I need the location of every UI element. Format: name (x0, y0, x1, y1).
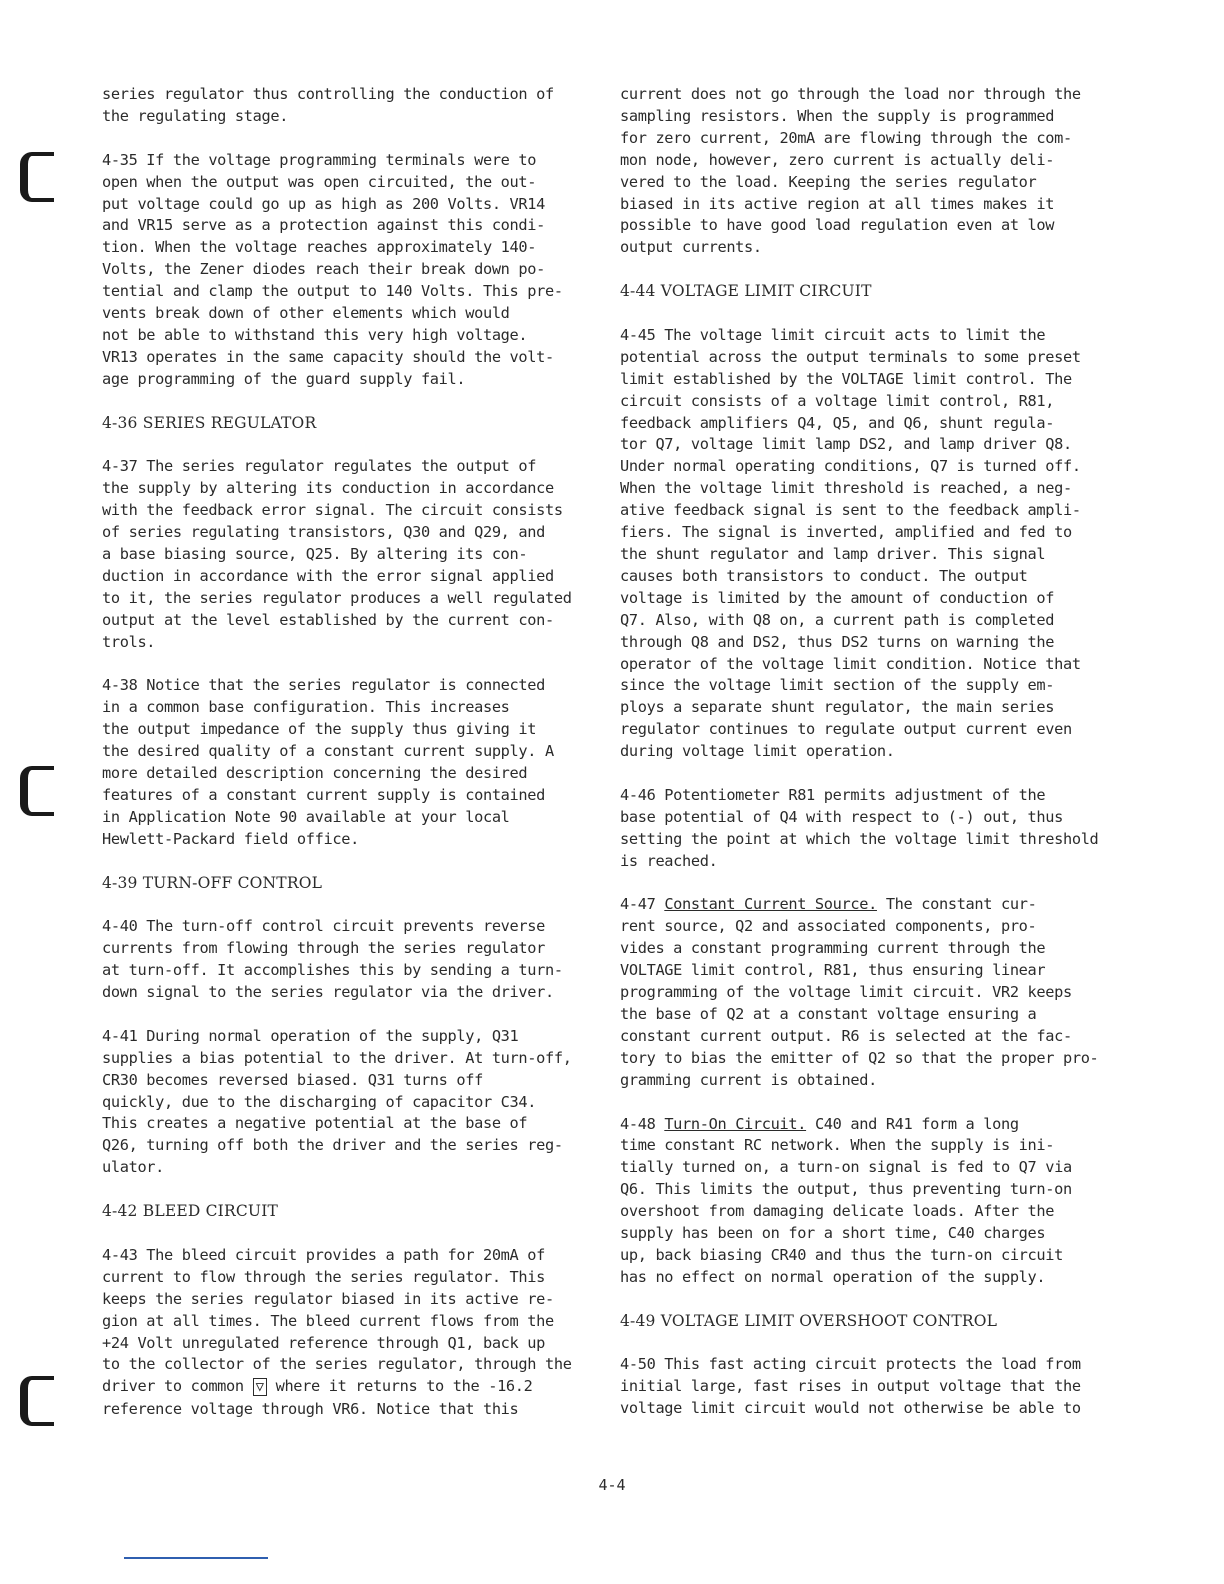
bottom-edge-line (124, 1557, 268, 1559)
binder-hole-mark-bottom (20, 1376, 54, 1426)
paragraph-continuation: series regulator thus controlling the conduction of the regulating stage. (102, 85, 554, 125)
paragraph-4-37: 4-37 The series regulator regulates the output of the supply by altering its conduction in accordance with the feedback error signal. The circuit consists of series regulating transistors, Q30 and Q29, and a base biasing source, Q25. By altering its con- duction in accordance with the error signal applied to it, the series regulator produces a well regulated output at the level established by the current con- trols. (102, 457, 572, 651)
paragraph-4-40: 4-40 The turn-off control circuit prevents reverse currents from flowing through the series regulator at turn-off. It accomplishes this by sending a turn- down signal to the series regulator via the driver. (102, 917, 563, 1002)
binder-hole-mark-middle (20, 766, 54, 816)
paragraph-continuation-right: current does not go through the load nor through the sampling resistors. When the supply is programmed for zero current, 20mA are flowing through the com- mon node, however, zero current is actually deli- vered to the load. Keeping the series regulator biased in its active region at all times makes it possible to have good load regulation even at low output currents. (620, 85, 1081, 257)
left-column (102, 84, 594, 1443)
constant-current-source-title: Constant Current Source. (664, 895, 877, 914)
paragraph-4-43-part2: where it returns to the -16.2 reference voltage through VR6. Notice that this (102, 1377, 533, 1419)
common-ground-icon: ▽ (253, 1378, 267, 1396)
paragraph-4-41: 4-41 During normal operation of the supply, Q31 supplies a bias potential to the driver. At turn-off, CR30 becomes reversed biased. Q31 turns off quickly, due to the discharging of capacitor C34. This creates a negative potential at the base of Q26, turning off both the driver and the series reg- ulator. (102, 1026, 572, 1177)
paragraph-4-46: 4-46 Potentiometer R81 permits adjustment of the base potential of Q4 with respect to (-) out, thus setting the point at which the voltage limit threshold is reached. (620, 785, 1099, 870)
heading-series-regulator: 4-36 SERIES REGULATOR (102, 413, 317, 432)
binder-hole-mark-top (20, 152, 54, 202)
paragraph-4-45: 4-45 The voltage limit circuit acts to limit the potential across the output terminals to some preset limit established by the VOLTAGE limit control. The circuit consists of a voltage limit control, R81, feedback amplifiers Q4, Q5, and Q6, shunt regula- tor Q7, voltage limit lamp DS2, and lamp driver Q8. Under normal operating conditions, Q7 is turned off. When the voltage limit threshold is reached, a neg- ative feedback signal is sent to the feedback ampli- fiers. The signal is inverted, amplified and fed to the shunt regulator and lamp driver. This signal causes both transistors to conduct. The output voltage is limited by the amount of conduction of Q7. Also, with Q8 on, a current path is completed through Q8 and DS2, thus DS2 turns on warning the operator of the voltage limit condition. Notice that since the voltage limit section of the supply em- ploys a separate shunt regulator, the main series regulator continues to regulate output current even during voltage limit operation. (620, 325, 1081, 761)
paragraph-4-43-part1: 4-43 The bleed circuit provides a path for 20mA of current to flow through the series regulator. This keeps the series regulator biased in its active re- gion at all times. The bleed current flows from the +24 Volt unregulated reference through Q1, back up to the collector of the series regulator, through the driver to common (102, 1245, 572, 1396)
paragraph-4-47 (620, 894, 1112, 1091)
right-column (620, 84, 1112, 1442)
heading-voltage-limit-overshoot-control: 4-49 VOLTAGE LIMIT OVERSHOOT CONTROL (620, 1311, 998, 1330)
heading-voltage-limit-circuit: 4-44 VOLTAGE LIMIT CIRCUIT (620, 282, 872, 301)
heading-bleed-circuit: 4-42 BLEED CIRCUIT (102, 1202, 279, 1221)
paragraph-4-38: 4-38 Notice that the series regulator is connected in a common base configuration. This increases the output impedance of the supply thus giving it the desired quality of a constant current supply. A more detailed description concerning the desired features of a constant current supply is contained in Application Note 90 available at your local Hewlett-Packard field office. (102, 676, 554, 848)
paragraph-4-47-number: 4-47 (620, 895, 665, 914)
turn-on-circuit-title: Turn-On Circuit. (664, 1114, 807, 1133)
paragraph-4-48-body: C40 and R41 form a long time constant RC network. When the supply is ini- tially turned on, a turn-on signal is fed to Q7 via Q6. This limits the output, thus preventing turn-on overshoot from damaging delicate loads. After the supply has been on for a short time, C40 charges up, back biasing CR40 and thus the turn-on circuit has no effect on normal operation of the supply. (620, 1114, 1072, 1286)
heading-turn-off-control: 4-39 TURN-OFF CONTROL (102, 873, 323, 892)
paragraph-4-43 (102, 1245, 594, 1421)
paragraph-4-48 (620, 1114, 1112, 1289)
paragraph-4-48-number: 4-48 (620, 1114, 665, 1133)
paragraph-4-50: 4-50 This fast acting circuit protects the load from initial large, fast rises in output voltage that the voltage limit circuit would not otherwise be able to (620, 1355, 1081, 1418)
page-number: 4-4 (598, 1476, 626, 1494)
paragraph-4-35: 4-35 If the voltage programming terminals were to open when the output was open circuited, the out- put voltage could go up as high as 200 Volts. VR14 and VR15 serve as a protection against this condi- tion. When the voltage reaches approximately 140- Volts, the Zener diodes reach their break down po- tential and clamp the output to 140 Volts. This pre- vents break down of other elements which would not be able to withstand this very high voltage. VR13 operates in the same capacity should the volt- age programming of the guard supply fail. (102, 150, 563, 388)
paragraph-4-47-body: The constant cur- rent source, Q2 and associated components, pro- vides a constant programming current through the VOLTAGE limit control, R81, thus ensuring linear programming of the voltage limit circuit. VR2 keeps the base of Q2 at a constant voltage ensuring a constant current output. R6 is selected at the fac- tory to bias the emitter of Q2 so that the proper pro- gramming current is obtained. (620, 895, 1099, 1089)
